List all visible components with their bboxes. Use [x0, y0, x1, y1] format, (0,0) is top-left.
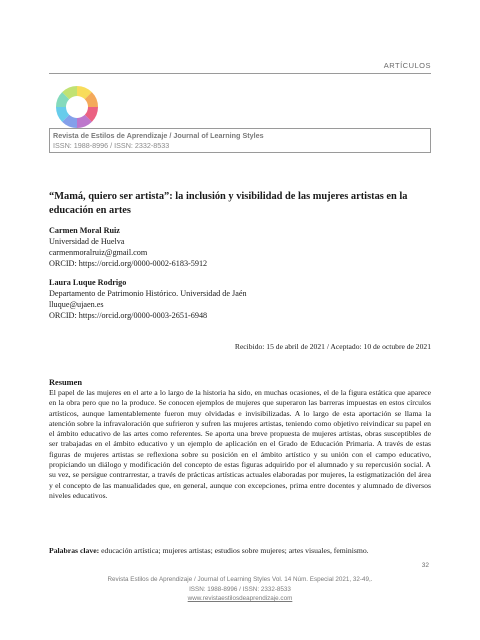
footer-issn: ISSN: 1988-8996 / ISSN: 2332-8533: [189, 585, 291, 593]
author-affiliation: Departamento de Patrimonio Histórico. Universidad de Jaén: [49, 289, 247, 298]
article-title: “Mamá, quiero ser artista”: la inclusión y visibilidad de las mujeres artistas en la educación en artes: [49, 191, 408, 216]
author-orcid[interactable]: ORCID: https://orcid.org/0000-0003-2651-6948: [49, 311, 208, 320]
author-block: [49, 225, 439, 269]
journal-issn: ISSN: 1988-8996 / ISSN: 2332-8533: [53, 141, 170, 150]
keywords: [49, 546, 431, 556]
author-name: Carmen Moral Ruiz: [49, 226, 120, 235]
author-block: [49, 277, 439, 321]
abstract-text: El papel de las mujeres en el arte a lo largo de la historia ha sido, en muchas ocasiones, el de la figura estática que aparece en la obra pero que no la produce. Se conocen ejemplos de mujeres que superaron las barreras impuestas en estos círculos artísticos, aunque lamentablemente fueron muy olvidadas e invisibilizadas. A lo largo de esta aportación se llama la atención sobre la infravaloración que sufrieron y sufren las mujeres artistas, teniendo como objetivo reivindicar su papel en el ámbito educativo de las artes como referentes. Se aporta una breve propuesta de mujeres artistas, obras susceptibles de ser trabajadas en el ámbito educativo y un ejemplo de aplicación en el Grado de Educación Primaria. A través de estas figuras de mujeres artistas se reflexiona sobre su posición en el ámbito artístico y su unión con el campo educativo, propiciando un diálogo y modificación del concepto de estas figuras adquirido por el alumnado y su repercusión social. A su vez, se persigue contrarrestar, a través de prácticas artísticas actuales elaboradas por mujeres, la estigmatización del área y el concepto de las manualidades que, en general, aunque con excepciones, prima entre docentes y alumnado de diversos niveles educativos.: [49, 388, 431, 500]
footer-citation: Revista Estilos de Aprendizaje / Journal of Learning Styles Vol. 14 Núm. Especial 2021, 32-49,.: [107, 576, 373, 583]
abstract-heading: Resumen: [49, 378, 83, 387]
keywords-label: Palabras clave:: [49, 546, 100, 555]
author-email[interactable]: carmenmoralruiz@gmail.com: [49, 248, 148, 257]
author-name: Laura Luque Rodrigo: [49, 278, 127, 287]
journal-title: Revista de Estilos de Aprendizaje / Journal of Learning Styles: [53, 131, 264, 140]
section-label: ARTÍCULOS: [383, 61, 431, 70]
author-email[interactable]: lluque@ujaen.es: [49, 300, 104, 309]
author-orcid[interactable]: ORCID: https://orcid.org/0000-0002-6183-5912: [49, 259, 208, 268]
author-affiliation: Universidad de Huelva: [49, 237, 125, 246]
header-rule: [49, 73, 431, 74]
journal-logo-icon: [55, 85, 99, 129]
submission-dates: Recibido: 15 de abril de 2021 / Aceptado: 10 de octubre de 2021: [234, 342, 431, 351]
keywords-text: educación artística; mujeres artistas; estudios sobre mujeres; artes visuales, feminismo.: [99, 546, 369, 555]
page-number: 32: [421, 562, 429, 569]
page-footer: [0, 575, 480, 604]
footer-website-link[interactable]: www.revistaestilosdeaprendizaje.com: [187, 595, 293, 603]
journal-info-box: [49, 128, 431, 153]
